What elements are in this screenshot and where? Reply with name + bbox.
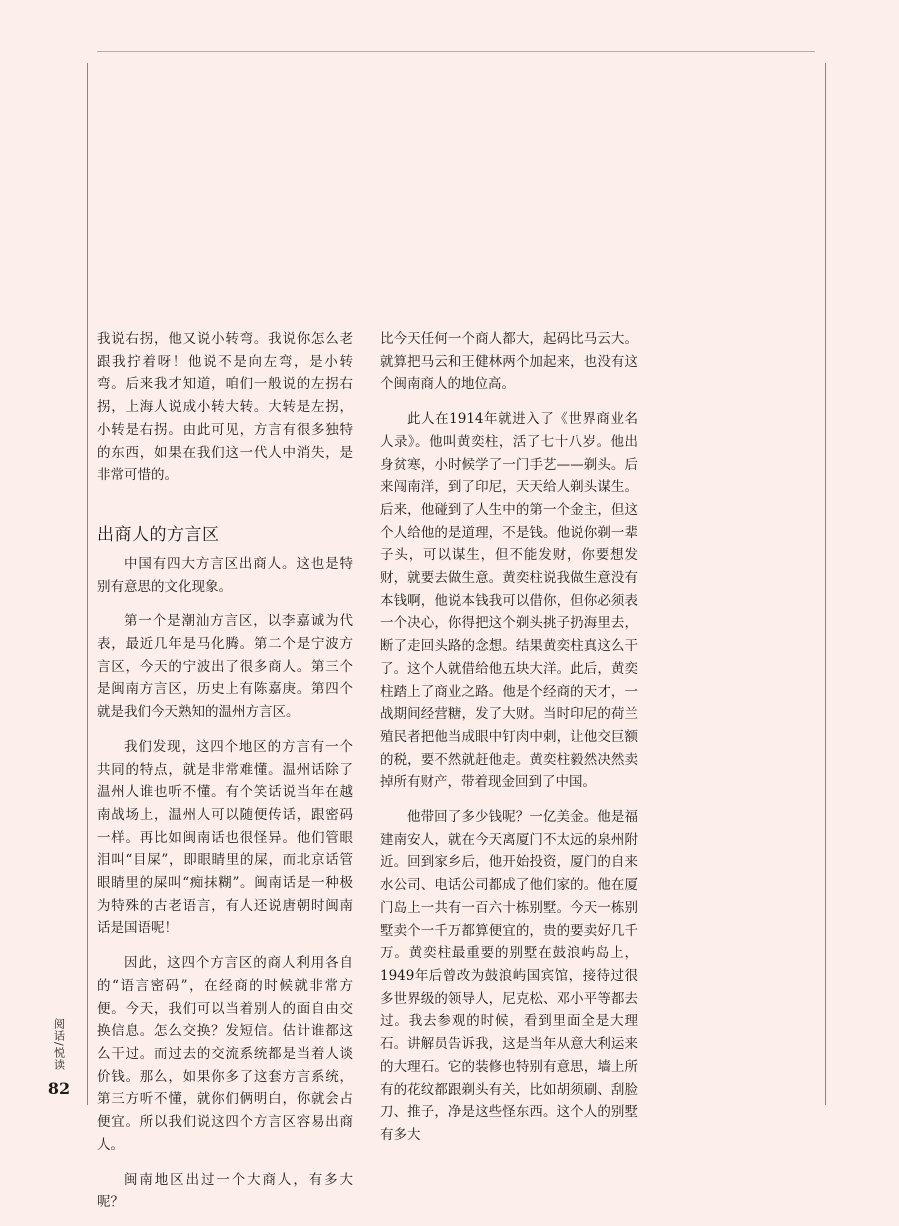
paragraph: 第一个是潮汕方言区，以李嘉诚为代表，最近几年是马化腾。第二个是宁波方言区，今天的宁波出了很多商人。第三个是闽南方言区，历史上有陈嘉庚。第四个就是我们今天熟知的温州方言区。: [97, 613, 353, 721]
paragraph: 闽南地区出过一个大商人，有多大呢？: [97, 1171, 353, 1211]
page-folio: [47, 1018, 71, 1099]
right-column: [380, 328, 638, 1159]
top-rule: [97, 51, 815, 52]
section-label: 阅话/悦读: [52, 1018, 66, 1071]
paragraph: 我们发现，这四个地区的方言有一个共同的特点，就是非常难懂。温州话除了温州人谁也听不懂。有个笑话说当年在越南战场上，温州人可以随便传话，跟密码一样。再比如闽南话也很怪异。他们管眼泪叫“目屎”，即眼睛里的屎，而北京话管眼睛里的屎叫“痴抹糊”。闽南话是一种极为特殊的古老语言，有人还说唐朝时闽南话是国语呢！: [97, 738, 353, 937]
left-margin-rule: [87, 63, 88, 1105]
section-heading: 出商人的方言区: [97, 524, 220, 545]
paragraph: 他带回了多少钱呢？一亿美金。他是福建南安人，就在今天离厦门不太远的泉州附近。回到家乡后，他开始投资，厦门的自来水公司、电话公司都成了他们家的。他在厦门岛上一共有一百六十栋别墅。今天一栋别墅卖个一千万都算便宜的，贵的要卖好几千万。黄奕柱最重要的别墅在鼓浪屿岛上，1949年后曾改为鼓浪屿国宾馆，接待过很多世界级的领导人，尼克松、邓小平等都去过。我去参观的时候，看到里面全是大理石。讲解员告诉我，这是当年从意大利运来的大理石。它的装修也特别有意思，墙上所有的花纹都跟剃头有关，比如胡须刷、刮脸刀、推子，净是这些怪东西。这个人的别墅有多大: [380, 809, 638, 1143]
paragraph: 我说右拐，他又说小转弯。我说你怎么老跟我拧着呀！他说不是向左弯，是小转弯。后来我才知道，咱们一般说的左拐右拐，上海人说成小转大转。大转是左拐，小转是右拐。由此可见，方言有很多独特的东西，如果在我们这一代人中消失，是非常可惜的。: [97, 331, 353, 484]
paragraph: 中国有四大方言区出商人。这也是特别有意思的文化现象。: [97, 555, 353, 595]
paragraph: 比今天任何一个商人都大，起码比马云大。就算把马云和王健林两个加起来，也没有这个闽南商人的地位高。: [380, 331, 638, 393]
page-number: 82: [47, 1078, 71, 1098]
paragraph: 此人在1914年就进入了《世界商业名人录》。他叫黄奕柱，活了七十八岁。他出身贫寒，小时候学了一门手艺——剃头。后来闯南洋，到了印尼，天天给人剃头谋生。后来，他碰到了人生中的第一个金主，但这个人给他的是道理，不是钱。他说你剃一辈子头，可以谋生，但不能发财，你要想发财，就要去做生意。黄奕柱说我做生意没有本钱啊，他说本钱我可以借你，但你必须表一个决心，你得把这个剃头挑子扔海里去，断了走回头路的念想。结果黄奕柱真这么干了。这个人就借给他五块大洋。此后，黄奕柱踏上了商业之路。他是个经商的天才，一战期间经营糖，发了大财。当时印尼的荷兰殖民者把他当成眼中钉肉中刺，让他交巨额的税，要不然就赶他走。黄奕柱毅然决然卖掉所有财产，带着现金回到了中国。: [380, 411, 638, 791]
left-column: [97, 328, 353, 1226]
paragraph: 因此，这四个方言区的商人利用各自的“语言密码”，在经商的时候就非常方便。今天，我们可以当着别人的面自由交换信息。怎么交换？发短信。估计谁都这么干过。而过去的交流系统都是当着人谈价钱。那么，如果你多了这套方言系统，第三方听不懂，就你们俩明白，你就会占便宜。所以我们说这四个方言区容易出商人。: [97, 955, 353, 1153]
right-margin-rule: [825, 63, 826, 1105]
